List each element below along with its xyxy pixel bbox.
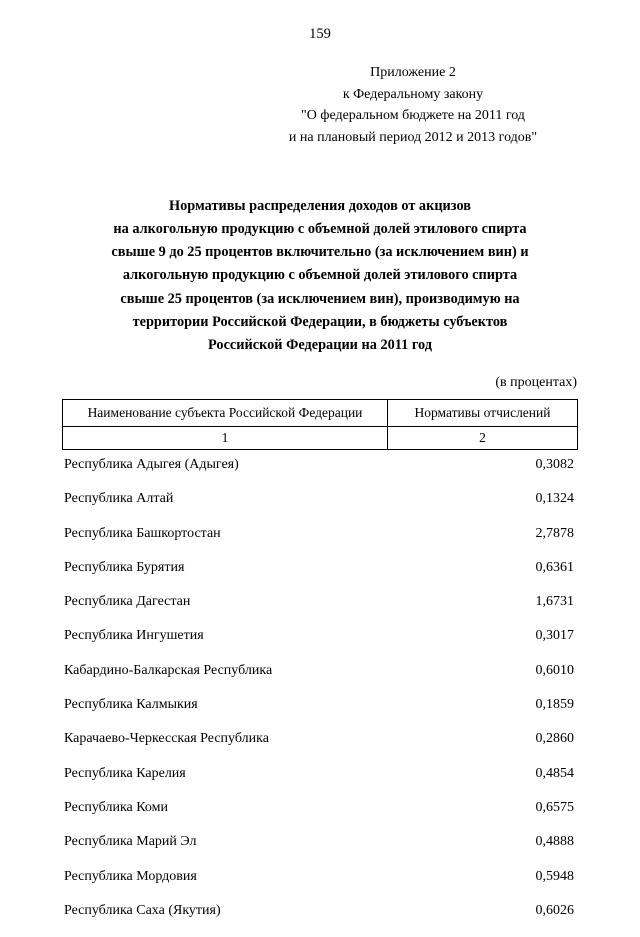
- row-rate-value: 0,1324: [535, 491, 574, 507]
- table-column-number-row: [63, 426, 577, 449]
- table-row: [62, 526, 578, 560]
- column-number-1: 1: [63, 427, 388, 449]
- table-row: [62, 766, 578, 800]
- row-subject-name: Карачаево-Черкесская Республика: [64, 731, 269, 747]
- title-line-1: Нормативы распределения доходов от акцизов: [169, 198, 471, 214]
- table-row: [62, 560, 578, 594]
- table-row: [62, 800, 578, 834]
- units-note: (в процентах): [495, 375, 577, 390]
- row-rate-value: 0,6575: [535, 799, 574, 815]
- appendix-line-2: к Федеральному закону: [342, 86, 484, 102]
- row-subject-name: Республика Коми: [64, 799, 168, 815]
- row-rate-value: 2,7878: [535, 525, 574, 541]
- table-row: [62, 903, 578, 937]
- title-line-3: свыше 9 до 25 процентов включительно (за исключением вин) и: [111, 244, 529, 261]
- row-rate-value: 0,2860: [535, 731, 574, 747]
- table-row: [62, 697, 578, 731]
- row-subject-name: Республика Марий Эл: [64, 834, 197, 850]
- table-row: [62, 594, 578, 628]
- row-rate-value: 0,6010: [535, 662, 574, 678]
- column-number-2: 2: [479, 430, 486, 445]
- appendix-line-3: "О федеральном бюджете на 2011 год: [301, 108, 525, 124]
- appendix-line-1: Приложение 2: [370, 65, 456, 80]
- row-rate-value: 0,1859: [535, 697, 574, 713]
- row-subject-name: Республика Мордовия: [64, 868, 197, 884]
- row-subject-name: Кабардино-Балкарская Республика: [64, 662, 273, 678]
- row-subject-name: Республика Алтай: [64, 491, 174, 507]
- row-subject-name: Республика Саха (Якутия): [64, 902, 221, 918]
- table-row: [62, 491, 578, 525]
- table-row: [62, 834, 578, 868]
- row-rate-value: 1,6731: [535, 594, 574, 610]
- title-line-7: Российской Федерации на 2011 год: [208, 336, 432, 353]
- page-title: [70, 195, 570, 357]
- row-subject-name: Республика Калмыкия: [64, 697, 198, 713]
- row-subject-name: Республика Бурятия: [64, 559, 185, 575]
- row-rate-value: 0,6026: [535, 902, 574, 918]
- title-line-2: на алкогольную продукцию с объемной долей этилового спирта: [113, 221, 527, 238]
- table-body: [62, 457, 578, 937]
- title-line-4: алкогольную продукцию с объемной долей этилового спирта: [122, 267, 518, 284]
- row-rate-value: 0,5948: [535, 868, 574, 884]
- row-subject-name: Республика Дагестан: [64, 594, 191, 610]
- row-rate-value: 0,6361: [535, 559, 574, 575]
- table-row: [62, 457, 578, 491]
- table-row: [62, 869, 578, 903]
- appendix-reference: [248, 62, 578, 149]
- row-subject-name: Республика Башкортостан: [64, 525, 221, 541]
- table-row: [62, 663, 578, 697]
- table-header: [62, 399, 578, 450]
- table-row: [62, 628, 578, 662]
- column-header-rate: Нормативы отчислений: [414, 405, 551, 420]
- appendix-line-4: и на плановый период 2012 и 2013 годов": [288, 130, 538, 146]
- column-header-subject: Наименование субъекта Российской Федерации: [63, 400, 388, 426]
- page-number: 159: [309, 26, 331, 42]
- table-header-row: [63, 400, 577, 426]
- row-rate-value: 0,3017: [535, 628, 574, 644]
- row-subject-name: Республика Ингушетия: [64, 628, 204, 644]
- row-subject-name: Республика Карелия: [64, 765, 186, 781]
- row-subject-name: Республика Адыгея (Адыгея): [64, 457, 239, 472]
- table-row: [62, 731, 578, 765]
- title-line-6: территории Российской Федерации, в бюджеты субъектов: [132, 313, 508, 330]
- row-rate-value: 0,4888: [535, 834, 574, 850]
- row-rate-value: 0,3082: [535, 457, 574, 472]
- row-rate-value: 0,4854: [535, 765, 574, 781]
- title-line-5: свыше 25 процентов (за исключением вин), производимую на: [120, 290, 520, 307]
